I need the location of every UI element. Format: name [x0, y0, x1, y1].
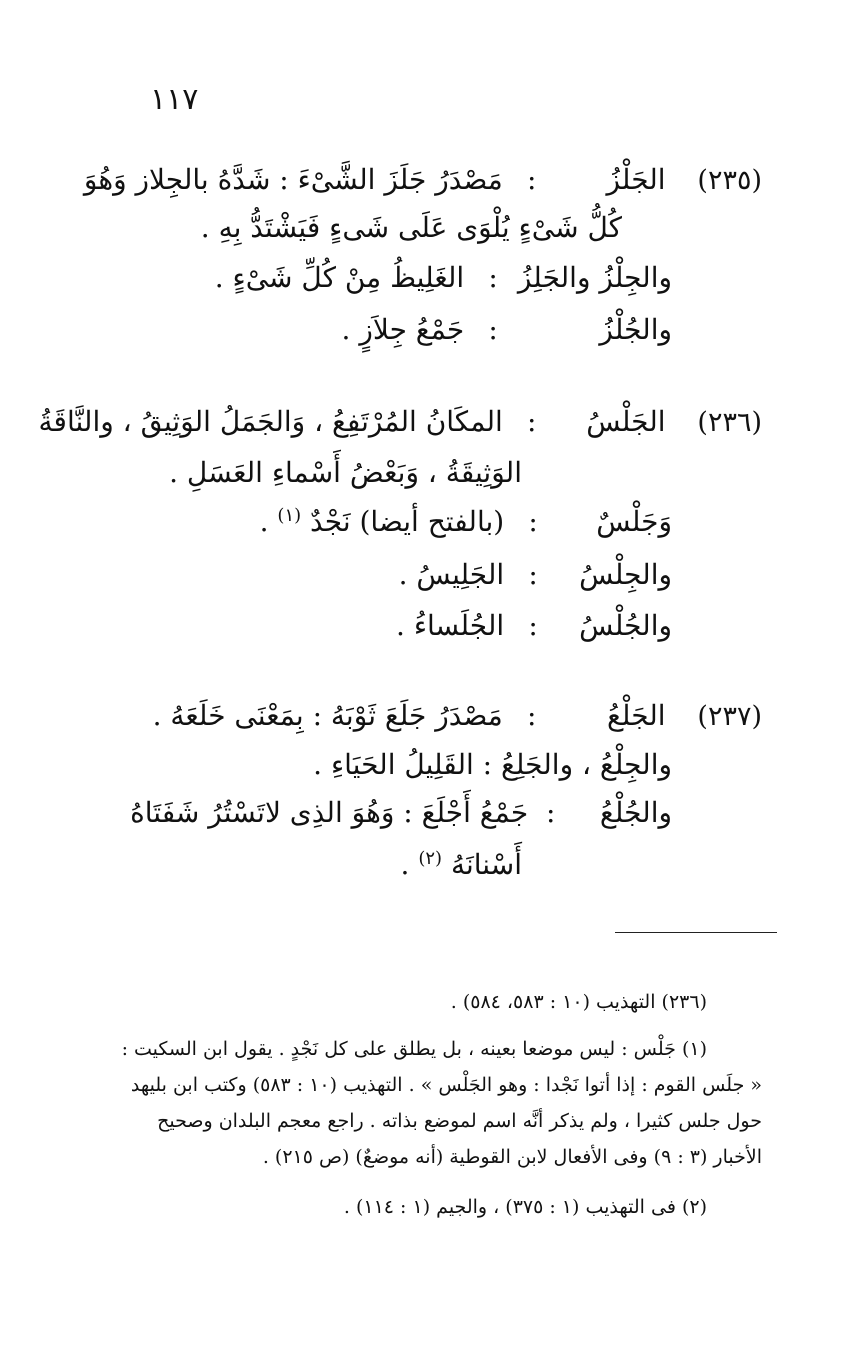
separator: :: [526, 699, 537, 732]
footnote-source: (٢٣٦) التهذيب (١٠ : ٥٨٣، ٥٨٤) .: [450, 991, 707, 1013]
entry-236-line-4: [100, 555, 672, 595]
definition: والجِلْعُ ، والجَلِعُ : القَلِيلُ الحَيَاءِ .: [313, 748, 672, 781]
definition: الغَلِيظُ مِنْ كُلِّ شَىْءٍ .: [214, 261, 465, 294]
footnote-marker: (٢): [418, 848, 443, 869]
definition: جَمْعُ جِلاَزٍ .: [341, 313, 465, 346]
separator: :: [526, 163, 537, 196]
headword: الجَلْعُ: [607, 699, 666, 732]
entry-number: (٢٣٥): [697, 165, 762, 196]
entry-235-line-3: [100, 258, 672, 298]
definition: أَسْنانَهُ: [450, 848, 522, 881]
headword: والجِلْسُ: [579, 558, 672, 591]
footnote-1-line-2: « جلَس القوم : إذا أتوا نَجْدا : وهو الجَلْس » . التهذيب (١٠ : ٥٨٣) وكتب ابن بليهد: [130, 1074, 762, 1096]
headword: الجَلْسُ: [586, 405, 666, 438]
headword: الجَلْزُ: [606, 163, 666, 196]
headword: والجِلْزُ والجَلِزُ: [517, 261, 672, 294]
footnote-1-line-4: الأخبار (٣ : ٩) وفى الأفعال لابن القوطية (أنه موضعٌ) (ص ٢١٥) .: [262, 1146, 762, 1168]
separator: :: [488, 313, 498, 346]
definition: كُلُّ شَىْءٍ يُلْوَى عَلَى شَىءٍ فَيَشْتَدُّ بِهِ .: [200, 211, 622, 244]
separator: :: [528, 558, 538, 591]
separator: :: [488, 261, 498, 294]
page-number: ١١٧: [150, 82, 199, 117]
definition: مَصْدَرُ جَلَزَ الشَّىْءَ : شَدَّهُ بالجِلاز وَهُوَ: [83, 163, 503, 196]
entry-237-line-1: [100, 696, 762, 736]
entry-236-line-5: [100, 606, 672, 646]
headword: وَجَلْسٌ: [596, 505, 672, 538]
headword: والجُلْسُ: [579, 609, 672, 642]
entry-236-line-1: [38, 402, 762, 442]
entry-235-line-1: [83, 160, 762, 200]
entry-237-line-2: [100, 745, 672, 785]
definition: مَصْدَرُ جَلَعَ ثَوْبَهُ : بِمَعْنَى خَلَعَهُ .: [152, 699, 503, 732]
definition: الوَثِيقَةُ ، وَبَعْضُ أَسْماءِ العَسَلِ .: [169, 456, 522, 489]
entry-237-line-3: [100, 793, 672, 833]
line-end: .: [400, 848, 410, 881]
entry-235-line-4: [100, 310, 672, 350]
entry-236-line-2: [100, 453, 522, 493]
line-end: .: [259, 505, 269, 538]
definition: الجُلَساءُ .: [396, 609, 505, 642]
definition: والجُلْعُ : جَمْعُ أَجْلَعَ : وَهُوَ الذِى لاتَسْتُرُ شَفَتَاهُ: [130, 796, 672, 829]
entry-235-line-2: [100, 208, 622, 248]
footnote-2: (٢) فى التهذيب (١ : ٣٧٥) ، والجيم (١ : ١١٤) .: [343, 1196, 707, 1218]
definition: الجَلِيسُ .: [398, 558, 505, 591]
entry-236-line-3: [100, 502, 672, 542]
separator: :: [528, 609, 538, 642]
separator: :: [528, 505, 538, 538]
footnote-marker: (١): [277, 505, 302, 526]
definition: المكَانُ المُرْتَفِعُ ، وَالجَمَلُ الوَثِيقُ ، والنَّاقَةُ: [38, 405, 503, 438]
footnote-divider: [615, 932, 777, 933]
entry-number: (٢٣٧): [697, 701, 762, 732]
separator: :: [526, 405, 537, 438]
headword: والجُلْزُ: [599, 313, 672, 346]
entry-number: (٢٣٦): [697, 407, 762, 438]
footnote-1-line-3: حول جلس كثيرا ، ولم يذكر أنَّه اسم لموضع بذاته . راجع معجم البلدان وصحيح: [157, 1110, 762, 1132]
definition: (بالفتح أيضا) نَجْدٌ: [310, 505, 505, 538]
entry-237-line-4: [100, 845, 522, 885]
footnote-1-line-1: (١) جَلْس : ليس موضعا بعينه ، بل يطلق على كل نَجْدٍ . يقول ابن السكيت :: [121, 1038, 707, 1060]
